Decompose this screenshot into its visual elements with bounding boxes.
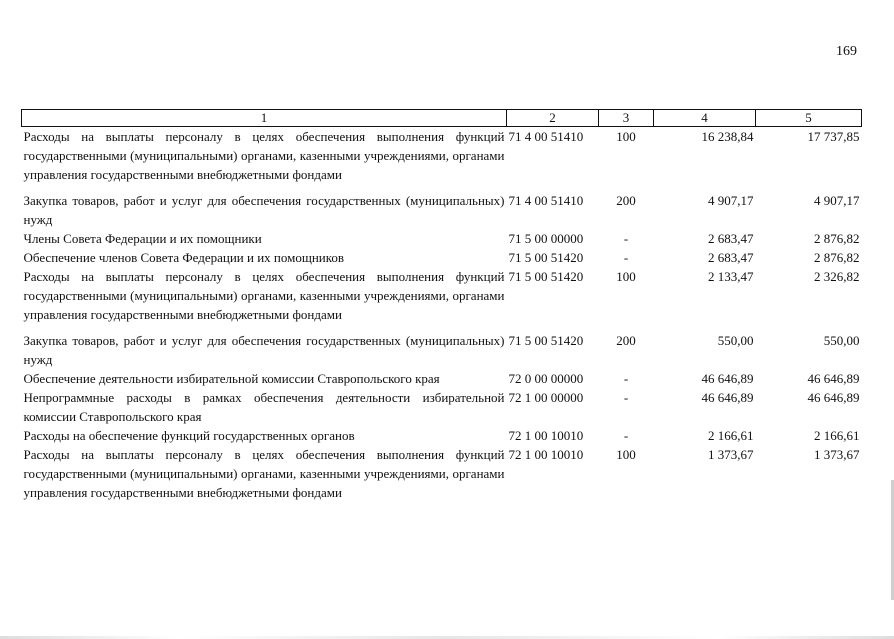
row-code: 71 5 00 51420: [508, 250, 584, 265]
row-sum-1: 2 683,47: [708, 231, 754, 246]
row-sum-1: 550,00: [717, 333, 754, 348]
row-code: 72 0 00 00000: [508, 371, 584, 386]
row-code: 72 1 00 10010: [508, 447, 584, 462]
row-sum-1: 46 646,89: [701, 390, 754, 405]
row-sum-1: 2 133,47: [708, 269, 754, 284]
row-type: -: [623, 250, 629, 265]
row-name: Закупка товаров, работ и услуг для обеспечения государственных (муниципальных) нужд: [23, 333, 505, 367]
row-name: Расходы на обеспечение функций государственных органов: [23, 428, 355, 443]
table-row: [22, 369, 862, 388]
row-sum-1: 1 373,67: [708, 447, 754, 462]
header-col-4: 4: [654, 110, 756, 127]
table-row: [22, 127, 862, 192]
row-sum-2: 46 646,89: [807, 371, 860, 386]
row-sum-1: 46 646,89: [701, 371, 754, 386]
row-type: -: [623, 390, 629, 405]
row-code: 71 4 00 51410: [508, 129, 584, 144]
row-sum-2: 17 737,85: [807, 129, 860, 144]
header-col-5: 5: [756, 110, 862, 127]
row-code: 72 1 00 00000: [508, 390, 584, 405]
row-sum-1: 4 907,17: [708, 193, 754, 208]
row-sum-2: 550,00: [823, 333, 860, 348]
table-row: [22, 331, 862, 369]
row-type: 100: [616, 447, 636, 462]
row-type: 100: [616, 129, 636, 144]
table-row: [22, 388, 862, 426]
row-code: 71 5 00 51420: [508, 333, 584, 348]
table-row: [22, 248, 862, 267]
row-type: 100: [616, 269, 636, 284]
row-sum-1: 2 683,47: [708, 250, 754, 265]
budget-table: [21, 109, 862, 502]
row-sum-2: 2 876,82: [814, 250, 860, 265]
table-row: [22, 191, 862, 229]
row-sum-1: 16 238,84: [701, 129, 754, 144]
row-sum-2: 4 907,17: [814, 193, 860, 208]
row-sum-1: 2 166,61: [708, 428, 754, 443]
row-name: Обеспечение членов Совета Федерации и их помощников: [23, 250, 345, 265]
header-col-1: 1: [22, 110, 507, 127]
row-type: -: [623, 428, 629, 443]
row-type: 200: [616, 333, 636, 348]
table-row: [22, 267, 862, 331]
row-type: -: [623, 231, 629, 246]
row-sum-2: 46 646,89: [807, 390, 860, 405]
row-name: Закупка товаров, работ и услуг для обеспечения государственных (муниципальных) нужд: [23, 193, 505, 227]
row-name: Расходы на выплаты персоналу в целях обеспечения выполнения функций государственными (муниципальными) органами, казенными учреждениями, органами управления государственными внебюджетными фондами: [23, 447, 505, 500]
header-col-2: 2: [507, 110, 599, 127]
row-sum-2: 2 876,82: [814, 231, 860, 246]
row-sum-2: 2 326,82: [814, 269, 860, 284]
row-type: 200: [616, 193, 636, 208]
header-col-3: 3: [599, 110, 654, 127]
row-name: Обеспечение деятельности избирательной комиссии Ставропольского края: [23, 371, 440, 386]
table-row: [22, 229, 862, 248]
row-type: -: [623, 371, 629, 386]
row-code: 71 5 00 00000: [508, 231, 584, 246]
row-name: Члены Совета Федерации и их помощники: [23, 231, 262, 246]
table-header-row: [22, 110, 862, 127]
row-name: Расходы на выплаты персоналу в целях обеспечения выполнения функций государственными (муниципальными) органами, казенными учреждениями, органами управления государственными внебюджетными фондами: [23, 129, 505, 182]
table-row: [22, 426, 862, 445]
row-code: 71 4 00 51410: [508, 193, 584, 208]
row-name: Расходы на выплаты персоналу в целях обеспечения выполнения функций государственными (муниципальными) органами, казенными учреждениями, органами управления государственными внебюджетными фондами: [23, 269, 505, 322]
page-number: 169: [836, 44, 857, 59]
row-code: 72 1 00 10010: [508, 428, 584, 443]
row-code: 71 5 00 51420: [508, 269, 584, 284]
table-row: [22, 445, 862, 502]
row-name: Непрограммные расходы в рамках обеспечения деятельности избирательной комиссии Ставропольского края: [23, 390, 505, 424]
row-sum-2: 2 166,61: [814, 428, 860, 443]
row-sum-2: 1 373,67: [814, 447, 860, 462]
